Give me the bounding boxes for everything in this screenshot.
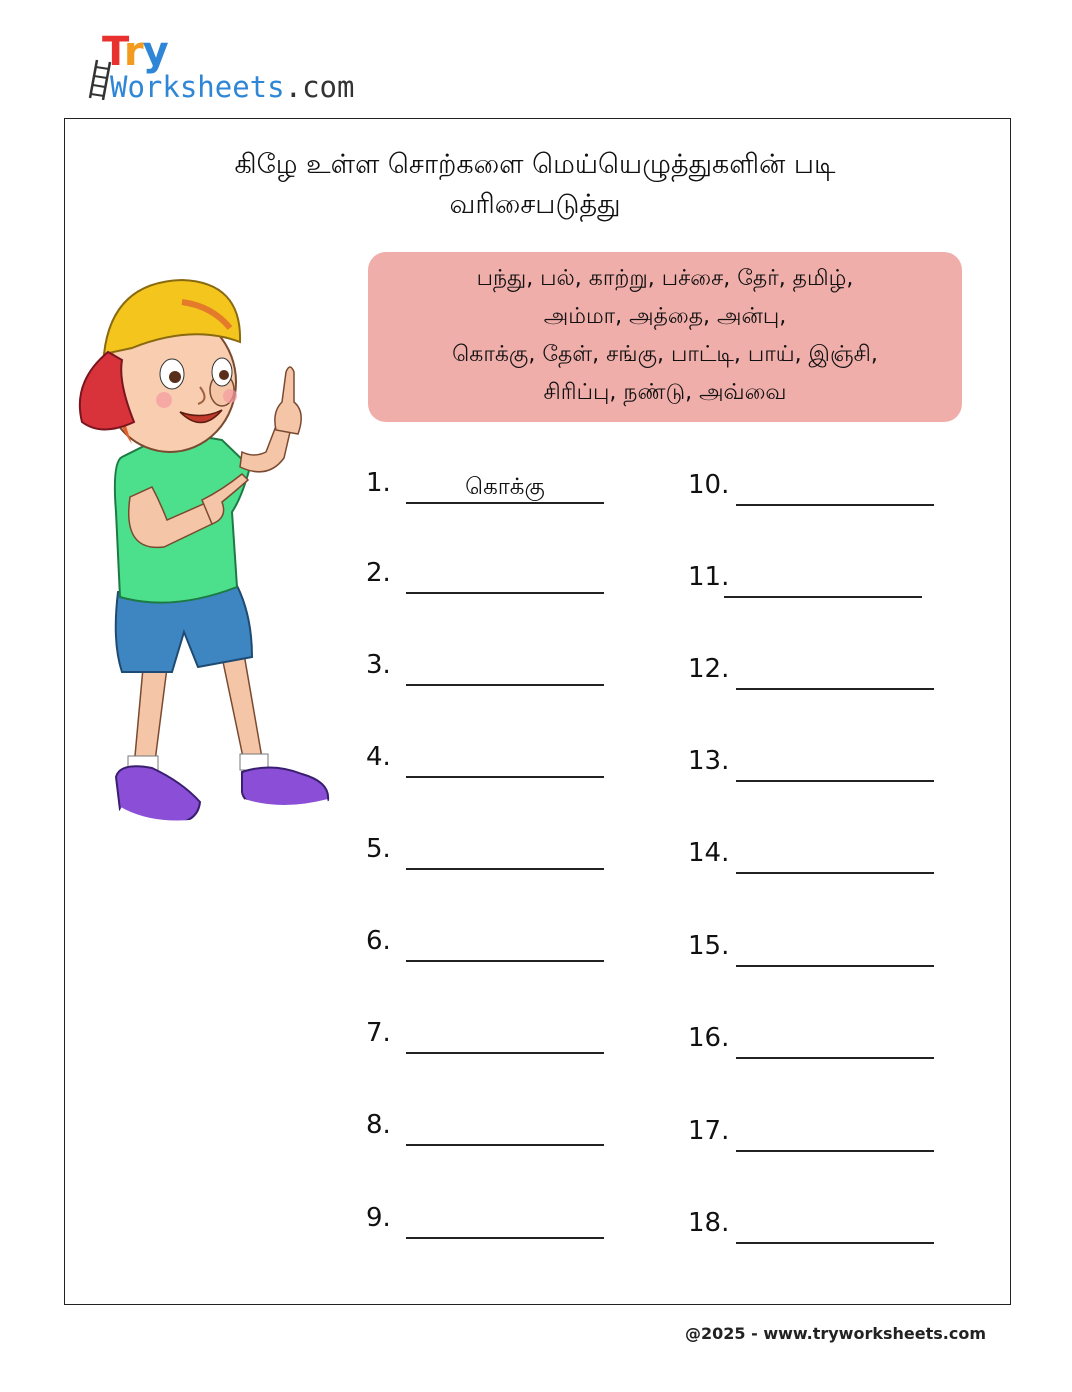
answer-blank[interactable]	[406, 1114, 604, 1146]
answer-number: 11.	[688, 562, 730, 592]
answer-number: 10.	[688, 470, 730, 500]
title-line-2: வரிசைபடுத்து	[449, 189, 621, 220]
answer-blank[interactable]	[736, 1120, 934, 1152]
answer-number: 3.	[366, 650, 391, 680]
answer-number: 16.	[688, 1023, 730, 1053]
answer-blank[interactable]	[736, 842, 934, 874]
answer-blank[interactable]: கொக்கு	[406, 472, 604, 504]
answer-row-12	[688, 654, 938, 690]
answer-row-13	[688, 746, 938, 782]
word-bank-box	[368, 252, 962, 422]
copyright-footer: @2025 - www.tryworksheets.com	[685, 1324, 986, 1343]
answer-blank[interactable]	[406, 654, 604, 686]
answer-row-7	[366, 1018, 606, 1054]
answer-blank[interactable]	[736, 750, 934, 782]
answer-blank[interactable]	[736, 1212, 934, 1244]
answer-row-10	[688, 470, 938, 506]
answer-blank[interactable]	[736, 474, 934, 506]
answer-blank[interactable]	[736, 658, 934, 690]
answer-number: 13.	[688, 746, 730, 776]
answer-number: 9.	[366, 1203, 391, 1233]
answer-row-1	[366, 468, 606, 504]
answer-number: 17.	[688, 1116, 730, 1146]
answer-number: 14.	[688, 838, 730, 868]
logo-try-r: r	[123, 29, 143, 75]
logo-try-t: T	[102, 29, 124, 75]
worksheet-title	[140, 145, 930, 225]
answer-row-2	[366, 558, 606, 594]
answer-number: 6.	[366, 926, 391, 956]
logo-domain: .com	[284, 70, 355, 104]
word-bank-line: கொக்கு, தேள், சங்கு, பாட்டி, பாய், இஞ்சி,	[452, 342, 878, 367]
answer-blank[interactable]	[724, 566, 922, 598]
answer-row-9	[366, 1203, 606, 1239]
word-bank-line: சிரிப்பு, நண்டு, அவ்வை	[543, 380, 787, 405]
answer-blank[interactable]	[736, 1027, 934, 1059]
answer-number: 15.	[688, 931, 730, 961]
answer-number: 5.	[366, 834, 391, 864]
answer-number: 8.	[366, 1110, 391, 1140]
answer-row-4	[366, 742, 606, 778]
logo-worksheets: Worksheets	[110, 70, 285, 104]
answer-blank[interactable]	[736, 935, 934, 967]
answer-number: 12.	[688, 654, 730, 684]
answer-row-6	[366, 926, 606, 962]
answer-number: 4.	[366, 742, 391, 772]
answer-blank[interactable]	[406, 930, 604, 962]
answer-blank[interactable]	[406, 838, 604, 870]
answer-blank[interactable]	[406, 746, 604, 778]
answer-number: 7.	[366, 1018, 391, 1048]
answer-row-15	[688, 931, 938, 967]
answer-row-14	[688, 838, 938, 874]
answer-row-5	[366, 834, 606, 870]
answer-row-8	[366, 1110, 606, 1146]
logo-try-y: y	[142, 29, 168, 75]
answer-blank[interactable]	[406, 1022, 604, 1054]
word-bank-line: பந்து, பல், காற்று, பச்சை, தேர், தமிழ்,	[476, 266, 854, 291]
answer-row-16	[688, 1023, 938, 1059]
answer-number: 18.	[688, 1208, 730, 1238]
answer-row-11	[688, 562, 938, 598]
answer-blank[interactable]	[406, 1207, 604, 1239]
logo-try-text	[102, 30, 168, 74]
answer-row-17	[688, 1116, 938, 1152]
word-bank-line: அம்மா, அத்தை, அன்பு,	[543, 304, 787, 329]
title-line-1: கிழே உள்ள சொற்களை மெய்யெழுத்துகளின் படி	[234, 149, 836, 180]
answer-number: 2.	[366, 558, 391, 588]
answer-number: 1.	[366, 468, 391, 498]
answer-row-18	[688, 1208, 938, 1244]
answer-blank[interactable]	[406, 562, 604, 594]
site-logo[interactable]	[88, 29, 355, 110]
answer-row-3	[366, 650, 606, 686]
logo-worksheets-text	[110, 70, 354, 104]
boy-illustration	[72, 262, 337, 832]
